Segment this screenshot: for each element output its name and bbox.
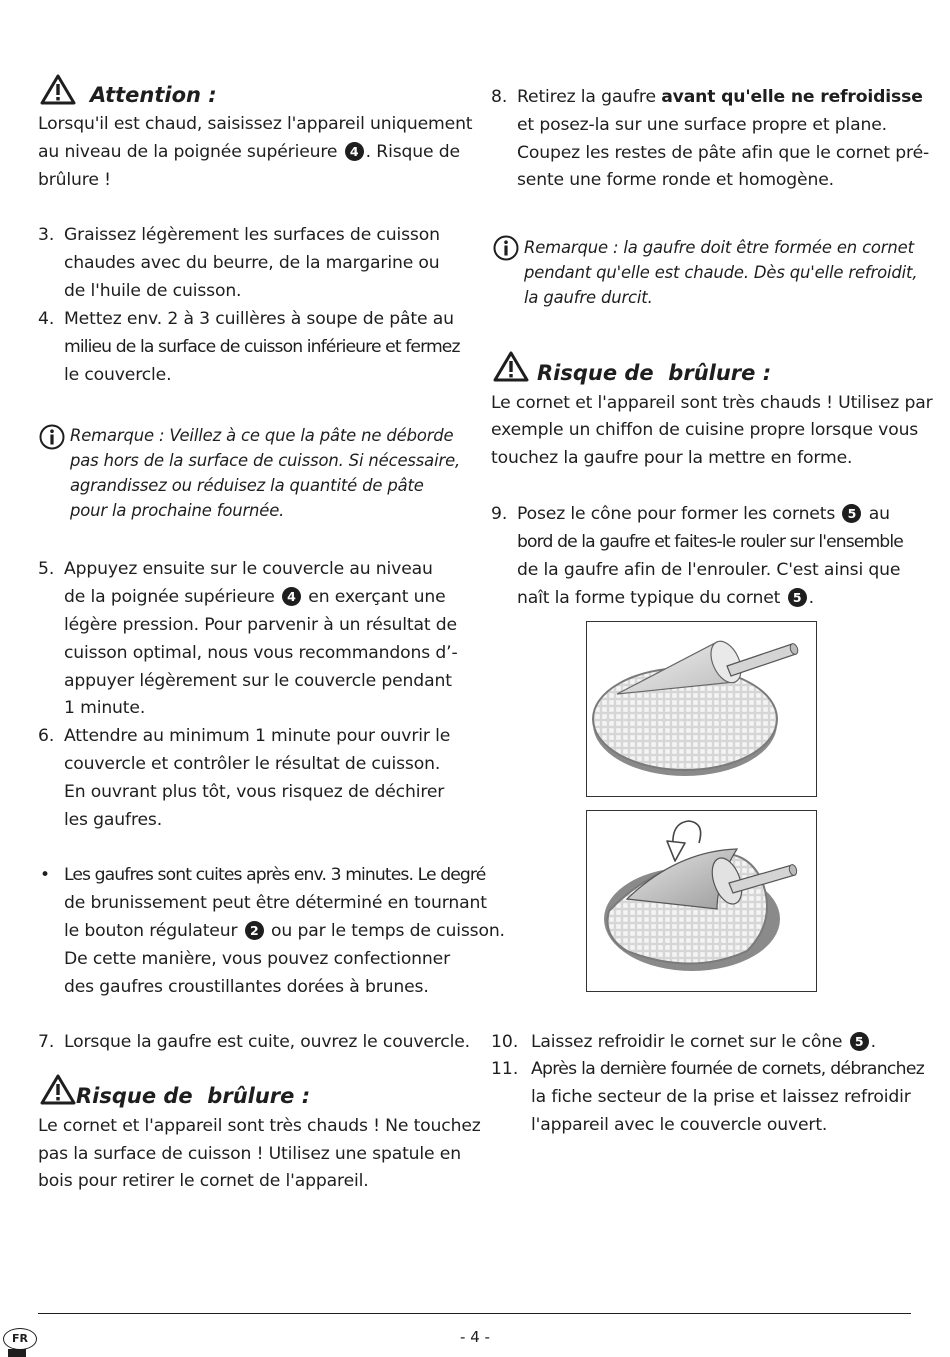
step-7-number: 7.: [38, 1032, 55, 1052]
callout-2-badge: 2: [245, 921, 264, 940]
step-4-line: milieu de la surface de cuisson inférieure et fermez: [64, 337, 460, 357]
warning-triangle-icon: [493, 351, 529, 382]
burn-risk-heading: Risque de brûlure :: [537, 361, 772, 385]
bullet-point: •: [40, 865, 51, 885]
burn-risk-heading: Risque de brûlure :: [76, 1084, 311, 1108]
step-5-line: cuisson optimal, nous vous recommandons d’-: [64, 643, 458, 663]
note-1-line: pour la prochaine fournée.: [70, 501, 285, 520]
step-8-line: sente une forme ronde et homogène.: [517, 170, 834, 190]
step-5-number: 5.: [38, 559, 55, 579]
note-2-line: pendant qu'elle est chaude. Dès qu'elle refroidit,: [524, 263, 918, 282]
burn-risk-line: touchez la gaufre pour la mettre en forme.: [491, 448, 853, 468]
burn-risk-line: Le cornet et l'appareil sont très chauds ! Ne touchez: [38, 1116, 481, 1136]
step-6-line: les gaufres.: [64, 810, 163, 830]
section-tab-marker: [8, 1349, 26, 1357]
info-circle-icon: [493, 235, 519, 261]
step-6-number: 6.: [38, 726, 55, 746]
step-11-number: 11.: [491, 1059, 519, 1079]
step-11-line: Après la dernière fournée de cornets, débranchez: [531, 1059, 925, 1079]
info-circle-icon: [39, 424, 65, 450]
callout-5-badge: 5: [788, 588, 807, 607]
step-7-line: Lorsque la gaufre est cuite, ouvrez le couvercle.: [64, 1032, 470, 1052]
step-3-number: 3.: [38, 225, 55, 245]
attention-text-line2: au niveau de la poignée supérieure 4 . Risque de: [38, 142, 460, 162]
burn-risk-line: pas la surface de cuisson ! Utilisez une spatule en: [38, 1144, 461, 1164]
step-6-line: couvercle et contrôler le résultat de cuisson.: [64, 754, 441, 774]
bullet-line: Les gaufres sont cuites après env. 3 minutes. Le degré: [64, 865, 486, 885]
step-8-line: Retirez la gaufre avant qu'elle ne refroidisse: [517, 87, 923, 107]
burn-risk-line: bois pour retirer le cornet de l'appareil.: [38, 1171, 369, 1191]
language-badge: FR: [3, 1328, 37, 1350]
footer-divider: [38, 1313, 911, 1314]
page-number: - 4 -: [460, 1328, 490, 1346]
step-9-line: de la gaufre afin de l'enrouler. C'est ainsi que: [517, 560, 901, 580]
step-9-line: bord de la gaufre et faites-le rouler sur l'ensemble: [517, 532, 903, 552]
step-10-line: Laissez refroidir le cornet sur le cône 5 .: [531, 1032, 876, 1052]
note-2-line: la gaufre durcit.: [524, 288, 653, 307]
step-4-line: le couvercle.: [64, 365, 172, 385]
bullet-line: le bouton régulateur 2 ou par le temps de cuisson.: [64, 921, 505, 941]
step-5-line: 1 minute.: [64, 698, 146, 718]
burn-risk-line: Le cornet et l'appareil sont très chauds ! Utilisez par: [491, 393, 933, 413]
step-3-line: Graissez légèrement les surfaces de cuisson: [64, 225, 440, 245]
attention-heading: Attention :: [90, 83, 217, 107]
callout-4-badge: 4: [345, 142, 364, 161]
bullet-line: De cette manière, vous pouvez confectionner: [64, 949, 451, 969]
note-1-line: pas hors de la surface de cuisson. Si nécessaire,: [70, 451, 461, 470]
step-5-line: de la poignée supérieure 4 en exerçant une: [64, 587, 446, 607]
step-5-line: appuyer légèrement sur le couvercle pendant: [64, 671, 452, 691]
rolling-waffle-illustration: [587, 811, 816, 991]
cone-on-waffle-illustration: [587, 622, 816, 796]
step-8-line: Coupez les restes de pâte afin que le cornet pré-: [517, 143, 930, 163]
callout-5-badge: 5: [842, 504, 861, 523]
step-9-number: 9.: [491, 504, 508, 524]
step-11-line: la fiche secteur de la prise et laissez refroidir: [531, 1087, 911, 1107]
bullet-line: de brunissement peut être déterminé en tournant: [64, 893, 487, 913]
note-1-line: Remarque : Veillez à ce que la pâte ne déborde: [70, 426, 454, 445]
step-3-line: chaudes avec du beurre, de la margarine ou: [64, 253, 440, 273]
step-5-line: légère pression. Pour parvenir à un résultat de: [64, 615, 457, 635]
figure-rolling-waffle: [586, 810, 817, 992]
warning-triangle-icon: [40, 74, 76, 105]
note-1-line: agrandissez ou réduisez la quantité de pâte: [70, 476, 424, 495]
step-5-line: Appuyez ensuite sur le couvercle au niveau: [64, 559, 433, 579]
attention-text-line3: brûlure !: [38, 170, 111, 190]
note-2-line: Remarque : la gaufre doit être formée en cornet: [524, 238, 914, 257]
bullet-line: des gaufres croustillantes dorées à brunes.: [64, 977, 429, 997]
step-6-line: Attendre au minimum 1 minute pour ouvrir le: [64, 726, 451, 746]
burn-risk-line: exemple un chiffon de cuisine propre lorsque vous: [491, 420, 919, 440]
step-10-number: 10.: [491, 1032, 519, 1052]
step-6-line: En ouvrant plus tôt, vous risquez de déchirer: [64, 782, 445, 802]
callout-4-badge: 4: [282, 587, 301, 606]
step-8-line: et posez-la sur une surface propre et plane.: [517, 115, 887, 135]
step-3-line: de l'huile de cuisson.: [64, 281, 242, 301]
callout-5-badge: 5: [850, 1032, 869, 1051]
step-11-line: l'appareil avec le couvercle ouvert.: [531, 1115, 828, 1135]
figure-cone-on-waffle: [586, 621, 817, 797]
step-4-number: 4.: [38, 309, 55, 329]
step-8-number: 8.: [491, 87, 508, 107]
step-9-line: naît la forme typique du cornet 5 .: [517, 588, 814, 608]
attention-text-line1: Lorsqu'il est chaud, saisissez l'appareil uniquement: [38, 114, 473, 134]
step-9-line: Posez le cône pour former les cornets 5 au: [517, 504, 890, 524]
warning-triangle-icon: [40, 1074, 76, 1105]
step-4-line: Mettez env. 2 à 3 cuillères à soupe de pâte au: [64, 309, 454, 329]
